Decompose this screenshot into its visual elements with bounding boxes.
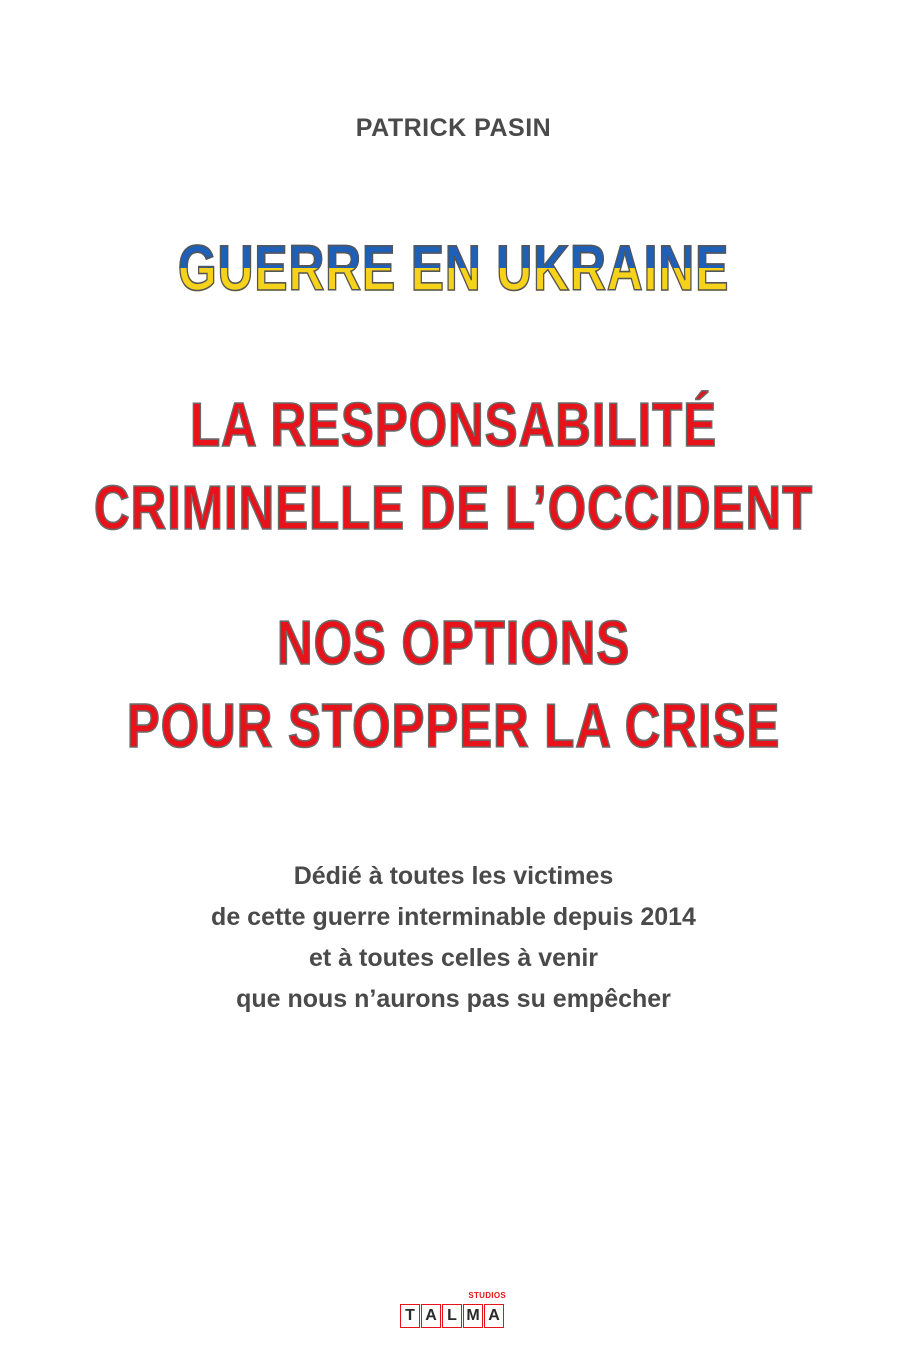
publisher-letter: M [463,1304,483,1328]
title-line-4: POUR STOPPER LA CRISE [126,692,781,761]
publisher-letter: L [442,1304,462,1328]
publisher-studios-label: STUDIOS [468,1291,506,1300]
dedication-line-4: que nous n’aurons pas su empêcher [236,985,671,1013]
title-line-1: LA RESPONSABILITÉ [189,391,718,460]
dedication-line-2: de cette guerre interminable depuis 2014 [211,903,696,931]
dedication-line-1: Dédié à toutes les victimes [293,862,614,890]
publisher-letter: T [400,1304,420,1328]
title-line-2: CRIMINELLE DE L’OCCIDENT [93,474,814,543]
author-name: PATRICK PASIN [355,114,552,142]
publisher-letter: A [484,1304,504,1328]
title-ukraine: GUERRE EN UKRAINE [100,228,807,308]
publisher-logo [400,1291,508,1335]
publisher-letters [400,1304,504,1328]
title-line-3: NOS OPTIONS [276,609,631,678]
publisher-letter: A [421,1304,441,1328]
dedication-line-3: et à toutes celles à venir [308,944,599,972]
